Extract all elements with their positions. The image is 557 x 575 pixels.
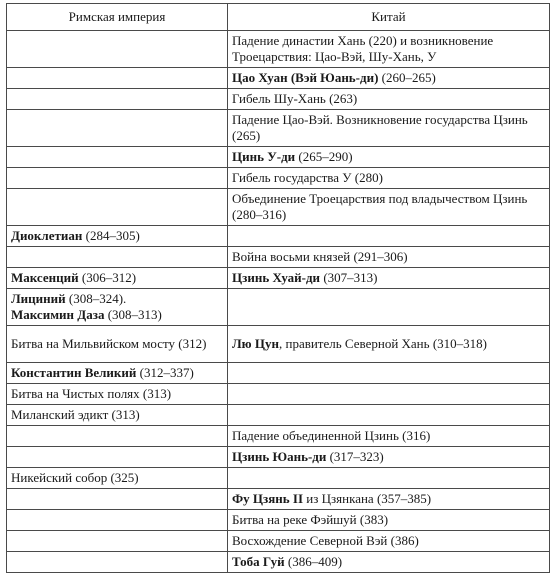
table-row (7, 68, 550, 89)
table-row (7, 489, 550, 510)
china-cell (228, 189, 550, 226)
entry-text: Восхождение Северной Вэй (386) (232, 533, 419, 548)
roman-empire-cell (7, 405, 228, 426)
entry-text: Падение Цао-Вэй. Возникновение государства Цзинь (265) (232, 112, 528, 143)
ruler-name: Цао Хуан (Вэй Юань-ди) (232, 70, 379, 85)
entry-text: Никейский собор (325) (11, 470, 139, 485)
column-header-china: Китай (228, 4, 550, 31)
roman-empire-cell (7, 168, 228, 189)
entry-text: (312–337) (136, 365, 194, 380)
table-row (7, 326, 550, 363)
china-cell (228, 31, 550, 68)
entry-text: Падение объединенной Цзинь (316) (232, 428, 431, 443)
table-row (7, 268, 550, 289)
ruler-name: Диоклетиан (11, 228, 83, 243)
table-row (7, 405, 550, 426)
entry-text: (308–324). (65, 291, 127, 306)
roman-empire-cell (7, 326, 228, 363)
table-row (7, 426, 550, 447)
china-cell (228, 289, 550, 326)
china-cell (228, 89, 550, 110)
ruler-name: Константин Великий (11, 365, 137, 380)
ruler-name: Лю Цун (232, 336, 279, 351)
roman-empire-cell (7, 510, 228, 531)
roman-empire-cell (7, 89, 228, 110)
ruler-name: Цзинь Хуай-ди (232, 270, 321, 285)
roman-empire-cell (7, 68, 228, 89)
ruler-name: Лициний (11, 291, 66, 306)
china-cell (228, 510, 550, 531)
table-row (7, 363, 550, 384)
roman-empire-cell (7, 426, 228, 447)
entry-text: (306–312) (78, 270, 137, 285)
ruler-name: Максимин Даза (11, 307, 105, 322)
roman-empire-cell (7, 226, 228, 247)
china-cell (228, 384, 550, 405)
roman-empire-cell (7, 247, 228, 268)
header-row (7, 4, 550, 31)
roman-empire-cell (7, 552, 228, 573)
table-row (7, 289, 550, 326)
china-cell (228, 468, 550, 489)
entry-text: (284–305) (82, 228, 140, 243)
china-cell (228, 226, 550, 247)
table-row (7, 510, 550, 531)
roman-empire-cell (7, 531, 228, 552)
china-cell (228, 447, 550, 468)
china-cell (228, 426, 550, 447)
entry-text: (265–290) (295, 149, 353, 164)
roman-empire-cell (7, 31, 228, 68)
china-cell (228, 531, 550, 552)
roman-empire-cell (7, 468, 228, 489)
roman-empire-cell (7, 384, 228, 405)
entry-text: (260–265) (378, 70, 436, 85)
roman-empire-cell (7, 289, 228, 326)
china-cell (228, 405, 550, 426)
ruler-name: Тоба Гуй (232, 554, 285, 569)
roman-empire-cell (7, 110, 228, 147)
china-cell (228, 326, 550, 363)
ruler-name: Цзинь Юань-ди (232, 449, 327, 464)
china-cell (228, 147, 550, 168)
table-row (7, 247, 550, 268)
roman-empire-cell (7, 363, 228, 384)
ruler-name: Фу Цзянь II (232, 491, 304, 506)
entry-text: Война восьми князей (291–306) (232, 249, 408, 264)
roman-empire-cell (7, 147, 228, 168)
table-row (7, 189, 550, 226)
roman-empire-cell (7, 489, 228, 510)
entry-text: (317–323) (326, 449, 384, 464)
ruler-name: Цинь У-ди (232, 149, 296, 164)
column-header-roman-empire: Римская империя (7, 4, 228, 31)
table-row (7, 552, 550, 573)
roman-empire-cell (7, 268, 228, 289)
china-cell (228, 268, 550, 289)
roman-empire-cell (7, 447, 228, 468)
table-row (7, 447, 550, 468)
table-row (7, 384, 550, 405)
entry-text: Миланский эдикт (313) (11, 407, 140, 422)
china-cell (228, 247, 550, 268)
entry-text: Битва на Чистых полях (313) (11, 386, 172, 401)
entry-text: Гибель Шу-Хань (263) (232, 91, 358, 106)
roman-empire-cell (7, 189, 228, 226)
china-cell (228, 110, 550, 147)
timeline-table (6, 3, 550, 573)
entry-text: (307–313) (320, 270, 378, 285)
entry-text: (308–313) (104, 307, 162, 322)
timeline-body (7, 31, 550, 573)
entry-text: Падение династии Хань (220) и возникновение Троецарствия: Цао-Вэй, Шу-Хань, У (232, 33, 494, 64)
china-cell (228, 489, 550, 510)
table-row (7, 89, 550, 110)
ruler-name: Максенций (11, 270, 79, 285)
table-row (7, 31, 550, 68)
table-row (7, 147, 550, 168)
china-cell (228, 168, 550, 189)
table-row (7, 468, 550, 489)
entry-text: (386–409) (284, 554, 343, 569)
china-cell (228, 363, 550, 384)
entry-text: Битва на Мильвийском мосту (312) (11, 336, 207, 351)
entry-text: , правитель Северной Хань (310–318) (278, 336, 487, 351)
entry-text: Объединение Троецарствия под владычеством Цзинь (280–316) (232, 191, 528, 222)
entry-text: Битва на реке Фэйшуй (383) (232, 512, 389, 527)
entry-text: из Цзянкана (357–385) (303, 491, 432, 506)
entry-text: Гибель государства У (280) (232, 170, 383, 185)
timeline-sheet (6, 3, 550, 573)
table-row (7, 226, 550, 247)
china-cell (228, 552, 550, 573)
table-row (7, 110, 550, 147)
china-cell (228, 68, 550, 89)
table-row (7, 531, 550, 552)
table-row (7, 168, 550, 189)
